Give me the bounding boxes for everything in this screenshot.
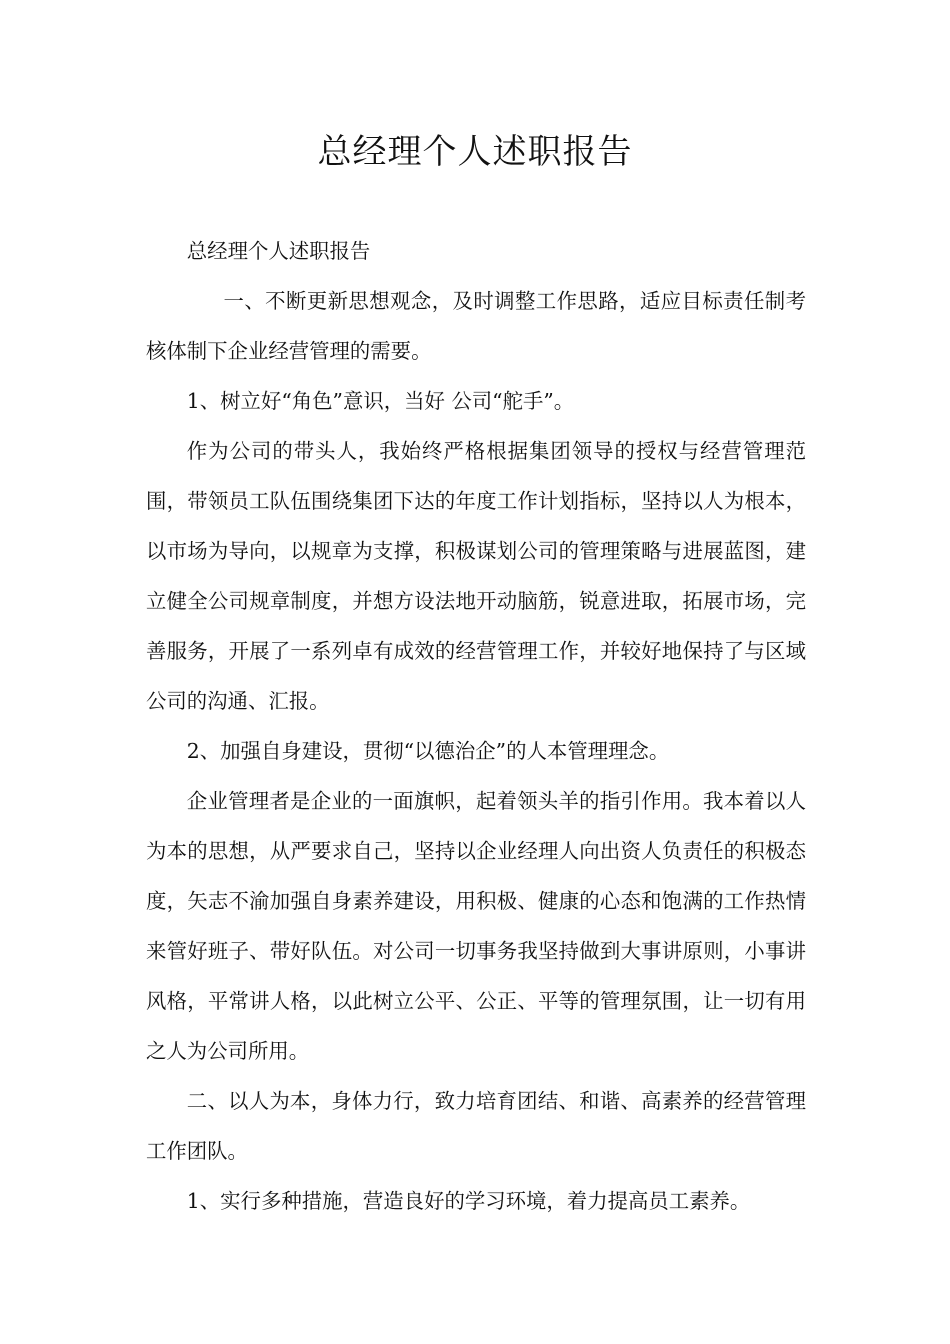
paragraph-body: 作为公司的带头人，我始终严格根据集团领导的授权与经营管理范围，带领员工队伍围绕集团下达的年度工作计划指标，坚持以人为根本，以市场为导向，以规章为支撑，积极谋划公司的管理策略与进展蓝图，建立健全公司规章制度，并想方设法地开动脑筋，锐意进取，拓展市场，完善服务，开展了一系列卓有成效的经营管理工作，并较好地保持了与区域公司的沟通、汇报。: [146, 439, 806, 713]
paragraph-item-1-2: 2、加强自身建设，贯彻“以德治企”的人本管理理念。: [186, 739, 670, 763]
paragraph-section-1-heading: 一、不断更新思想观念，及时调整工作思路，适应目标责任制考核体制下企业经营管理的需要。: [146, 289, 806, 363]
paragraph-body: 企业管理者是企业的一面旗帜，起着领头羊的指引作用。我本着以人为本的思想，从严要求自己，坚持以企业经理人向出资人负责任的积极态度，矢志不渝加强自身素养建设，用积极、健康的心态和饱满的工作热情来管好班子、带好队伍。对公司一切事务我坚持做到大事讲原则，小事讲风格，平常讲人格，以此树立公平、公正、平等的管理氛围，让一切有用之人为公司所用。: [146, 789, 806, 1063]
paragraph-subtitle: 总经理个人述职报告: [186, 239, 371, 263]
paragraph-item-2-1: 1、实行多种措施，营造良好的学习环境，着力提高员工素养。: [186, 1189, 751, 1213]
paragraph-section-2-heading: 二、以人为本，身体力行，致力培育团结、和谐、高素养的经营管理工作团队。: [146, 1089, 806, 1163]
document-body: [146, 226, 806, 1226]
document-title: 总经理个人述职报告: [317, 132, 633, 172]
paragraph-item-1-1: 1、树立好“角色”意识，当好 公司“舵手”。: [186, 389, 575, 413]
